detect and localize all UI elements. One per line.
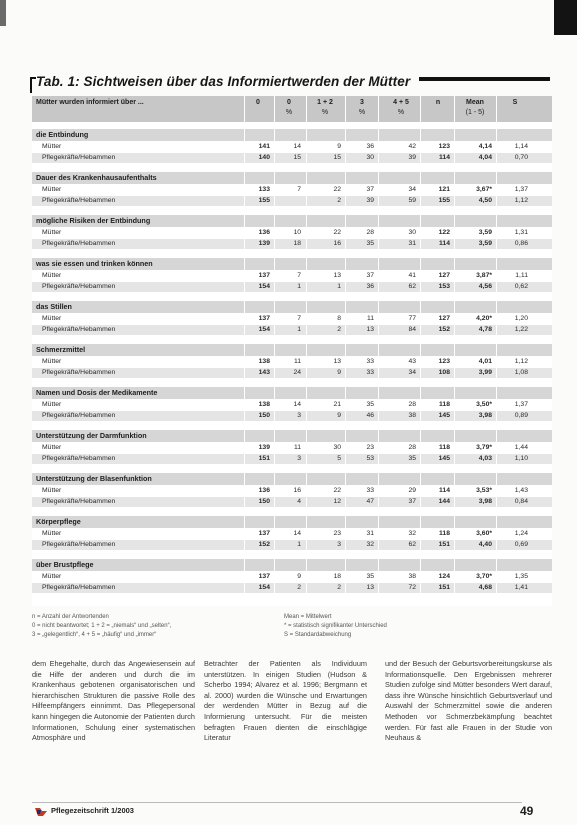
section-title: über Brustpflege (32, 559, 552, 571)
cell-value: 41 (408, 272, 416, 279)
header-4-5-unit: % (397, 109, 405, 116)
cell-value: 3 (337, 541, 341, 548)
cell-value: 3,67* (476, 186, 492, 193)
cell-value: 0,89 (514, 412, 528, 419)
cell-value: 34 (408, 369, 416, 376)
cell-value: 3 (297, 412, 301, 419)
cell-value: 151 (438, 541, 450, 548)
cell-value: 37 (366, 186, 374, 193)
legend-right (284, 613, 552, 640)
row-label: Pflegekräfte/Hebammen (42, 498, 116, 505)
row-label: Mütter (42, 272, 62, 279)
row-label: Pflegekräfte/Hebammen (42, 412, 116, 419)
cell-value: 118 (439, 444, 450, 451)
cell-value: 36 (366, 283, 374, 290)
cell-value: 35 (366, 573, 374, 580)
cell-value: 121 (438, 186, 450, 193)
cell-value: 8 (337, 315, 341, 322)
column-divider (496, 96, 497, 606)
cell-value: 39 (366, 197, 374, 204)
cell-value: 42 (408, 143, 416, 150)
cell-value: 154 (258, 584, 270, 591)
cell-value: 3,60* (476, 530, 492, 537)
legend-item: Mean = Mittelwert (284, 614, 332, 620)
cell-value: 15 (333, 154, 341, 161)
cell-value: 2 (337, 326, 341, 333)
section-title: die Entbindung (32, 129, 552, 141)
cell-value: 145 (438, 455, 450, 462)
cell-value: 3,50* (476, 401, 492, 408)
cell-value: 35 (366, 240, 374, 247)
cell-value: 137 (258, 315, 270, 322)
cell-value: 9 (337, 143, 341, 150)
header-3: 3 (360, 99, 364, 106)
cell-value: 30 (333, 444, 341, 451)
cell-value: 37 (408, 498, 416, 505)
scan-edge-mark (0, 0, 6, 26)
cell-value: 137 (258, 573, 270, 580)
table-row (32, 142, 552, 152)
cell-value: 12 (333, 498, 341, 505)
cell-value: 53 (366, 455, 374, 462)
cell-value: 77 (408, 315, 416, 322)
cell-value: 18 (333, 573, 341, 580)
cell-value: 39 (408, 154, 416, 161)
cell-value: 9 (337, 412, 341, 419)
table-row (32, 583, 552, 593)
table-section (32, 473, 552, 512)
cell-value: 13 (366, 326, 374, 333)
column-divider (244, 96, 245, 606)
cell-value: 114 (439, 154, 450, 161)
cell-value: 30 (366, 154, 374, 161)
cell-value: 144 (438, 498, 450, 505)
header-1-2: 1 + 2 (317, 99, 333, 106)
cell-value: 4,20* (476, 315, 492, 322)
table-row (32, 357, 552, 367)
cell-value: 4,03 (478, 455, 492, 462)
journal-logo-icon (34, 806, 48, 817)
row-label: Mütter (42, 358, 62, 365)
column-divider (274, 96, 275, 606)
table-section (32, 344, 552, 383)
cell-value: 138 (258, 401, 270, 408)
table-section (32, 215, 552, 254)
cell-value: 1,10 (514, 455, 528, 462)
caption-bracket-vertical (30, 77, 32, 93)
cell-value: 3,59 (478, 240, 492, 247)
table-section (32, 301, 552, 340)
section-title: Namen und Dosis der Medikamente (32, 387, 552, 399)
cell-value: 2 (337, 197, 341, 204)
cell-value: 1,14 (514, 143, 528, 150)
cell-value: 1 (297, 326, 301, 333)
header-0-unit: % (285, 109, 293, 116)
cell-value: 1,22 (514, 326, 528, 333)
table-section (32, 516, 552, 555)
legend-item: 0 = nicht beantwortet; 1 + 2 = „niemals“ und „selten“, (32, 623, 172, 629)
table-row (32, 185, 552, 195)
paragraph: und der Besuch der Geburtsvorbereitungskurse als Informationsquelle. Den Ergebnissen mehrerer Studien zufolge sind Mütter besonders Wert darauf, dass ihre Wünsche hinsichtlich Geburtsverlauf und Auswahl der Schmerzmittel sowie die anderen Methoden vor Schmerzbekämpfung beachtet werden. Für fast alle Frauen in der Studie von Neuhaus & (385, 659, 552, 743)
paragraph: dem Ehegehalte, durch das Angewiesensein auf die Hilfe der anderen und durch die im Krankenhaus gebotenen organisatorischen und hierarchischen Strukturen die passive Rolle des Hilfeempfängers einnimmt. Das Pflegepersonal kann hingegen die Autonomie der Patienten durch Informationen, Schulung einer systematischen Atmosphäre und (32, 659, 195, 743)
cell-value: 1,44 (514, 444, 528, 451)
cell-value: 155 (438, 197, 450, 204)
cell-value: 31 (408, 240, 416, 247)
cell-value: 28 (366, 229, 374, 236)
table-row (32, 325, 552, 335)
cell-value: 1,24 (514, 530, 528, 537)
cell-value: 11 (293, 358, 301, 365)
cell-value: 10 (293, 229, 301, 236)
cell-value: 29 (408, 487, 416, 494)
row-label: Pflegekräfte/Hebammen (42, 197, 116, 204)
table-section (32, 258, 552, 297)
cell-value: 139 (258, 444, 270, 451)
body-column-1 (32, 659, 195, 744)
table-title: Tab. 1: Sichtweisen über das Informiertwerden der Mütter (36, 74, 411, 89)
cell-value: 28 (408, 444, 416, 451)
header-s: S (512, 99, 518, 106)
cell-value: 47 (366, 498, 374, 505)
table-section (32, 172, 552, 211)
cell-value: 1 (297, 541, 301, 548)
cell-value: 72 (408, 584, 416, 591)
cell-value: 46 (366, 412, 374, 419)
row-label: Mütter (42, 143, 62, 150)
cell-value: 137 (258, 530, 270, 537)
cell-value: 143 (258, 369, 270, 376)
cell-value: 35 (366, 401, 374, 408)
cell-value: 140 (258, 154, 270, 161)
cell-value: 7 (297, 272, 301, 279)
cell-value: 9 (297, 573, 301, 580)
cell-value: 4,40 (478, 541, 492, 548)
page-corner-tab (554, 0, 577, 35)
cell-value: 0,69 (514, 541, 528, 548)
legend-item: n = Anzahl der Antwortenden (32, 614, 109, 620)
table-row (32, 271, 552, 281)
cell-value: 136 (258, 229, 270, 236)
row-label: Mütter (42, 573, 62, 580)
section-title: Körperpflege (32, 516, 552, 528)
cell-value: 7 (297, 315, 301, 322)
table-row (32, 282, 552, 292)
cell-value: 152 (438, 326, 450, 333)
cell-value: 155 (258, 197, 270, 204)
section-title: Schmerzmittel (32, 344, 552, 356)
legend-left (32, 613, 272, 640)
cell-value: 3,70* (476, 573, 492, 580)
cell-value: 4,68 (478, 584, 492, 591)
cell-value: 1,37 (514, 186, 528, 193)
cell-value: 151 (438, 584, 450, 591)
table-row (32, 196, 552, 206)
header-4-5: 4 + 5 (393, 99, 409, 106)
cell-value: 3,99 (478, 369, 492, 376)
table-section (32, 559, 552, 598)
table-section (32, 387, 552, 426)
cell-value: 24 (293, 369, 301, 376)
cell-value: 154 (258, 326, 270, 333)
cell-value: 114 (439, 240, 450, 247)
cell-value: 30 (408, 229, 416, 236)
cell-value: 22 (333, 229, 341, 236)
cell-value: 4,56 (478, 283, 492, 290)
legend-item: 3 = „gelegentlich“, 4 + 5 = „häufig“ und „immer“ (32, 632, 157, 638)
cell-value: 4,78 (478, 326, 492, 333)
cell-value: 3,79* (476, 444, 492, 451)
cell-value: 11 (293, 444, 301, 451)
cell-value: 1 (337, 283, 341, 290)
cell-value: 152 (258, 541, 270, 548)
cell-value: 1,43 (514, 487, 528, 494)
table-caption (30, 74, 552, 92)
cell-value: 34 (408, 186, 416, 193)
cell-value: 3 (297, 455, 301, 462)
cell-value: 2 (337, 584, 341, 591)
table-row (32, 443, 552, 453)
cell-value: 0,70 (514, 154, 528, 161)
paragraph: Betrachter der Patienten als Individuum unterstützen. In einigen Studien (Hudson & Scherbo 1994; Alvarez et al. 1996; Bergmann et al. 2000) wurden die Wünsche und Erwartungen der werdenden Mütter in Bezug auf die Informierung untersucht. Für die meisten befragten Frauen dienten die einschlägige Literatur (204, 659, 367, 743)
cell-value: 7 (297, 186, 301, 193)
section-title: das Stillen (32, 301, 552, 313)
table-row (32, 400, 552, 410)
cell-value: 11 (366, 315, 374, 322)
legend-item: S = Standardabweichung (284, 632, 352, 638)
cell-value: 137 (258, 272, 270, 279)
cell-value: 3,59 (478, 229, 492, 236)
cell-value: 1,20 (514, 315, 528, 322)
cell-value: 16 (293, 487, 301, 494)
caption-rule (419, 77, 550, 81)
footer-rule (32, 802, 522, 803)
cell-value: 4,50 (478, 197, 492, 204)
row-label: Mütter (42, 444, 62, 451)
data-table (32, 96, 552, 606)
header-1-2-unit: % (321, 109, 329, 116)
cell-value: 118 (439, 530, 450, 537)
table-legend (32, 613, 552, 647)
section-title: Unterstützung der Blasenfunktion (32, 473, 552, 485)
cell-value: 5 (337, 455, 341, 462)
table-section (32, 430, 552, 469)
row-label: Pflegekräfte/Hebammen (42, 369, 116, 376)
legend-item: * = statistisch signifikanter Unterschied (284, 623, 387, 629)
cell-value: 31 (366, 530, 374, 537)
cell-value: 124 (438, 573, 450, 580)
cell-value: 2 (297, 584, 301, 591)
cell-value: 151 (258, 455, 270, 462)
cell-value: 153 (438, 283, 450, 290)
cell-value: 0,62 (514, 283, 528, 290)
cell-value: 32 (408, 530, 416, 537)
cell-value: 28 (408, 401, 416, 408)
header-n: n (435, 99, 441, 106)
cell-value: 118 (439, 401, 450, 408)
column-divider (420, 96, 421, 606)
section-title: was sie essen und trinken können (32, 258, 552, 270)
cell-value: 1,12 (514, 358, 528, 365)
cell-value: 14 (293, 143, 301, 150)
cell-value: 33 (366, 487, 374, 494)
header-3-unit: % (358, 109, 366, 116)
cell-value: 150 (258, 412, 270, 419)
row-label: Pflegekräfte/Hebammen (42, 283, 116, 290)
column-divider (454, 96, 455, 606)
row-label: Mütter (42, 401, 62, 408)
table-row (32, 411, 552, 421)
cell-value: 62 (408, 283, 416, 290)
body-column-2 (204, 659, 367, 744)
cell-value: 108 (438, 369, 450, 376)
cell-value: 14 (293, 530, 301, 537)
table-row (32, 529, 552, 539)
cell-value: 13 (333, 272, 341, 279)
row-label: Pflegekräfte/Hebammen (42, 240, 116, 247)
cell-value: 33 (366, 358, 374, 365)
table-header (32, 96, 552, 122)
cell-value: 127 (438, 272, 450, 279)
cell-value: 36 (366, 143, 374, 150)
cell-value: 1 (297, 283, 301, 290)
table-row (32, 454, 552, 464)
row-label: Pflegekräfte/Hebammen (42, 584, 116, 591)
table-row (32, 486, 552, 496)
cell-value: 145 (438, 412, 450, 419)
cell-value: 127 (438, 315, 450, 322)
cell-value: 150 (258, 498, 270, 505)
cell-value: 141 (258, 143, 270, 150)
cell-value: 136 (258, 487, 270, 494)
cell-value: 43 (408, 358, 416, 365)
cell-value: 138 (258, 358, 270, 365)
cell-value: 13 (366, 584, 374, 591)
table-row (32, 368, 552, 378)
row-label: Pflegekräfte/Hebammen (42, 541, 116, 548)
section-title: Unterstützung der Darmfunktion (32, 430, 552, 442)
cell-value: 3,87* (476, 272, 492, 279)
table-row (32, 239, 552, 249)
cell-value: 1,41 (514, 584, 528, 591)
cell-value: 1,35 (514, 573, 528, 580)
row-label: Pflegekräfte/Hebammen (42, 455, 116, 462)
page-number: 49 (520, 804, 534, 818)
cell-value: 38 (408, 573, 416, 580)
cell-value: 16 (333, 240, 341, 247)
cell-value: 4 (297, 498, 301, 505)
cell-value: 1,08 (514, 369, 528, 376)
table-row (32, 572, 552, 582)
table-section (32, 129, 552, 168)
cell-value: 154 (258, 283, 270, 290)
cell-value: 4,01 (478, 358, 492, 365)
column-divider (378, 96, 379, 606)
cell-value: 114 (439, 487, 450, 494)
row-label: Mütter (42, 186, 62, 193)
cell-value: 13 (333, 358, 341, 365)
cell-value: 1,12 (514, 197, 528, 204)
cell-value: 3,98 (478, 498, 492, 505)
cell-value: 1,37 (514, 401, 528, 408)
header-n-total: 0 (256, 99, 260, 106)
cell-value: 18 (293, 240, 301, 247)
cell-value: 22 (333, 487, 341, 494)
cell-value: 37 (366, 272, 374, 279)
cell-value: 22 (333, 186, 341, 193)
cell-value: 59 (408, 197, 416, 204)
cell-value: 0,86 (514, 240, 528, 247)
header-question: Mütter wurden informiert über ... (36, 99, 144, 106)
cell-value: 139 (258, 240, 270, 247)
cell-value: 21 (333, 401, 341, 408)
row-label: Mütter (42, 315, 62, 322)
cell-value: 38 (408, 412, 416, 419)
cell-value: 123 (438, 143, 450, 150)
cell-value: 32 (366, 541, 374, 548)
table-row (32, 540, 552, 550)
cell-value: 1,11 (515, 272, 528, 279)
section-title: mögliche Risiken der Entbindung (32, 215, 552, 227)
row-label: Mütter (42, 487, 62, 494)
row-label: Pflegekräfte/Hebammen (42, 326, 116, 333)
cell-value: 33 (366, 369, 374, 376)
table-row (32, 153, 552, 163)
cell-value: 1,31 (514, 229, 528, 236)
cell-value: 15 (293, 154, 301, 161)
column-divider (306, 96, 307, 606)
row-label: Mütter (42, 229, 62, 236)
cell-value: 62 (408, 541, 416, 548)
body-column-3 (385, 659, 552, 744)
header-mean-range: (1 - 5) (465, 109, 485, 116)
cell-value: 9 (337, 369, 341, 376)
row-label: Pflegekräfte/Hebammen (42, 154, 116, 161)
row-label: Mütter (42, 530, 62, 537)
cell-value: 3,53* (476, 487, 492, 494)
cell-value: 0,84 (514, 498, 528, 505)
header-mean: Mean (466, 99, 484, 106)
cell-value: 14 (293, 401, 301, 408)
table-row (32, 314, 552, 324)
journal-name: Pflegezeitschrift 1/2003 (51, 806, 134, 815)
cell-value: 84 (408, 326, 416, 333)
cell-value: 122 (438, 229, 450, 236)
table-row (32, 497, 552, 507)
cell-value: 23 (333, 530, 341, 537)
header-0: 0 (287, 99, 291, 106)
column-divider (345, 96, 346, 606)
cell-value: 3,98 (478, 412, 492, 419)
cell-value: 23 (366, 444, 374, 451)
cell-value: 133 (258, 186, 270, 193)
cell-value: 4,04 (478, 154, 492, 161)
cell-value: 123 (438, 358, 450, 365)
cell-value: 35 (408, 455, 416, 462)
cell-value: 4,14 (478, 143, 492, 150)
section-title: Dauer des Krankenhausaufenthalts (32, 172, 552, 184)
table-row (32, 228, 552, 238)
